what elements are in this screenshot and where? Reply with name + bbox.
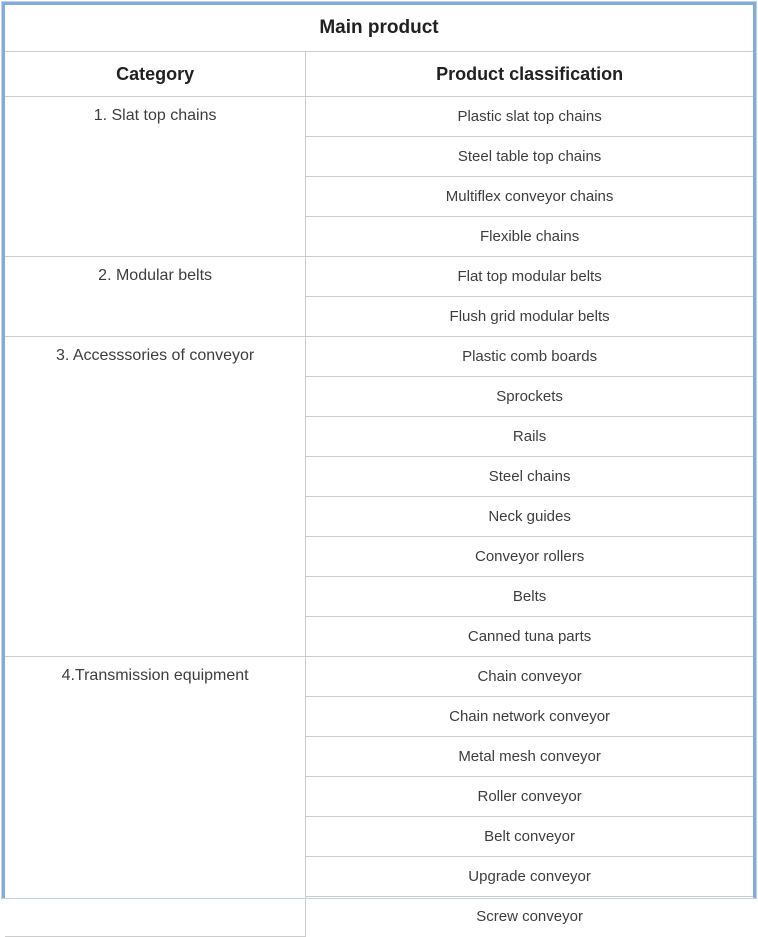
product-cell: Chain network conveyor [306,697,753,737]
product-cell: Canned tuna parts [306,617,753,657]
product-cell: Plastic comb boards [306,337,753,377]
product-cell: Chain conveyor [306,657,753,697]
product-cell: Steel chains [306,457,753,497]
category-cell-transmission-equipment: 4.Transmission equipment [5,657,306,937]
table-row [5,97,753,137]
product-cell: Flush grid modular belts [306,297,753,337]
table-header-row [5,52,753,97]
product-cell: Belt conveyor [306,817,753,857]
product-cell: Metal mesh conveyor [306,737,753,777]
category-cell-slat-top-chains: 1. Slat top chains [5,97,306,257]
product-cell: Screw conveyor [306,897,753,937]
product-cell: Flexible chains [306,217,753,257]
product-cell: Flat top modular belts [306,257,753,297]
product-cell: Sprockets [306,377,753,417]
category-cell-modular-belts: 2. Modular belts [5,257,306,337]
product-cell: Plastic slat top chains [306,97,753,137]
table-title: Main product [5,5,753,52]
product-cell: Steel table top chains [306,137,753,177]
category-cell-accessories-of-conveyor: 3. Accesssories of conveyor [5,337,306,657]
table-row [5,657,753,697]
product-cell: Belts [306,577,753,617]
product-cell: Rails [306,417,753,457]
table-title-row [5,5,753,52]
table-row [5,257,753,297]
column-header-product-classification: Product classification [306,52,753,97]
product-cell: Roller conveyor [306,777,753,817]
product-cell: Conveyor rollers [306,537,753,577]
product-cell: Neck guides [306,497,753,537]
table-row [5,337,753,377]
column-header-category: Category [5,52,306,97]
product-cell: Upgrade conveyor [306,857,753,897]
product-cell: Multiflex conveyor chains [306,177,753,217]
table-frame [2,2,756,925]
main-product-table [5,5,753,937]
